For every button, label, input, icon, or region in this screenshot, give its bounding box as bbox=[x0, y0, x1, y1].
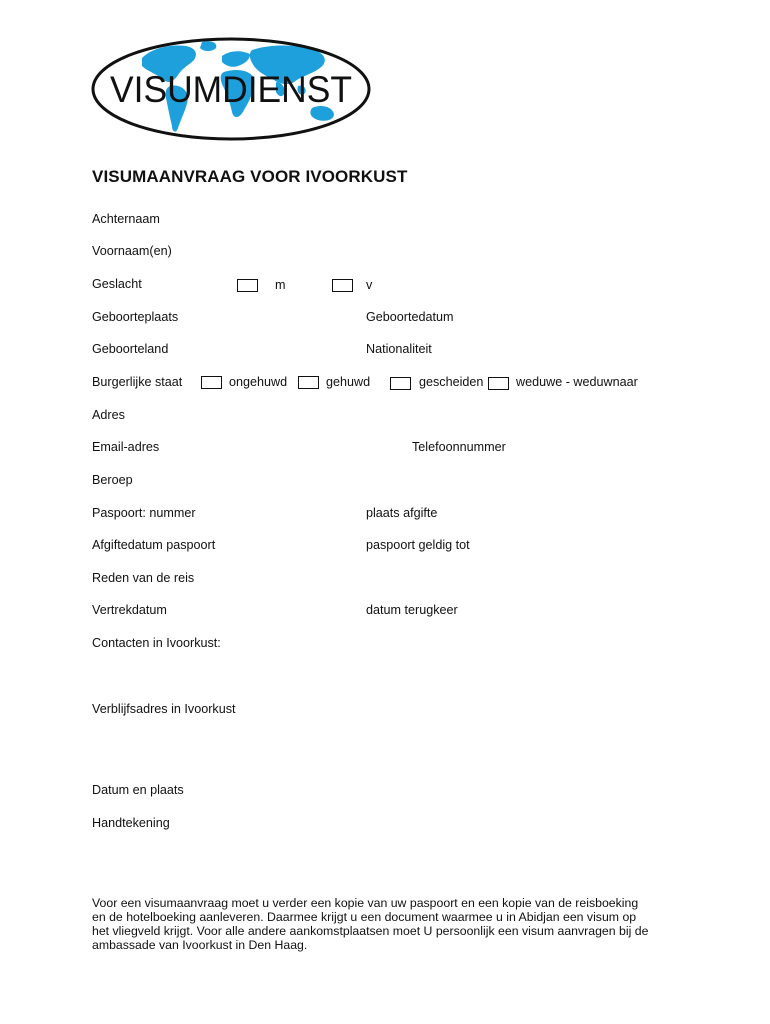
logo-text: VISUMDIENST bbox=[110, 69, 352, 110]
note-line: het vliegveld krijgt. Voor alle andere aankomstplaatsen moet U persoonlijk een visum aanvragen bij de bbox=[92, 924, 649, 938]
label-plaats-afgifte: plaats afgifte bbox=[366, 506, 438, 520]
instructions-note bbox=[92, 896, 692, 952]
label-geslacht-v: v bbox=[366, 278, 373, 292]
label-burgerlijke-staat: Burgerlijke staat bbox=[92, 375, 183, 389]
label-verblijfsadres: Verblijfsadres in Ivoorkust bbox=[92, 702, 236, 716]
label-nationaliteit: Nationaliteit bbox=[366, 342, 432, 356]
label-geboorteland: Geboorteland bbox=[92, 342, 169, 356]
checkbox-geslacht-v[interactable] bbox=[332, 279, 353, 292]
label-terugkeer: datum terugkeer bbox=[366, 603, 458, 617]
label-geboortedatum: Geboortedatum bbox=[366, 310, 454, 324]
label-telefoonnummer: Telefoonnummer bbox=[412, 440, 506, 454]
label-reden: Reden van de reis bbox=[92, 571, 195, 585]
label-achternaam: Achternaam bbox=[92, 212, 160, 226]
label-email: Email-adres bbox=[92, 440, 160, 454]
label-geboorteplaats: Geboorteplaats bbox=[92, 310, 179, 324]
label-contacten: Contacten in Ivoorkust: bbox=[92, 636, 221, 650]
checkbox-ongehuwd[interactable] bbox=[201, 376, 222, 389]
label-voornamen: Voornaam(en) bbox=[92, 244, 172, 258]
label-geldig-tot: paspoort geldig tot bbox=[366, 538, 470, 552]
note-line: ambassade van Ivoorkust in Den Haag. bbox=[92, 938, 308, 952]
label-handtekening: Handtekening bbox=[92, 816, 170, 830]
checkbox-gehuwd[interactable] bbox=[298, 376, 319, 389]
label-geslacht-m: m bbox=[275, 278, 286, 292]
label-datum-plaats: Datum en plaats bbox=[92, 783, 184, 797]
label-weduwe: weduwe - weduwnaar bbox=[516, 375, 638, 389]
checkbox-gescheiden[interactable] bbox=[390, 377, 411, 390]
note-line: Voor een visumaanvraag moet u verder een kopie van uw paspoort en een kopie van de reisboeking bbox=[92, 896, 639, 910]
label-vertrekdatum: Vertrekdatum bbox=[92, 603, 167, 617]
label-adres: Adres bbox=[92, 408, 125, 422]
label-gehuwd: gehuwd bbox=[326, 375, 371, 389]
label-beroep: Beroep bbox=[92, 473, 133, 487]
label-paspoort-nummer: Paspoort: nummer bbox=[92, 506, 196, 520]
label-ongehuwd: ongehuwd bbox=[229, 375, 288, 389]
note-line: en de hotelboeking aanleveren. Daarmee krijgt u een document waarmee u in Abidjan een visum op bbox=[92, 910, 637, 924]
label-afgiftedatum: Afgiftedatum paspoort bbox=[92, 538, 216, 552]
checkbox-geslacht-m[interactable] bbox=[237, 279, 258, 292]
checkbox-weduwe[interactable] bbox=[488, 377, 509, 390]
visumdienst-logo bbox=[90, 36, 372, 142]
label-gescheiden: gescheiden bbox=[419, 375, 484, 389]
label-geslacht: Geslacht bbox=[92, 277, 142, 291]
page-title: VISUMAANVRAAG VOOR IVOORKUST bbox=[92, 167, 408, 186]
